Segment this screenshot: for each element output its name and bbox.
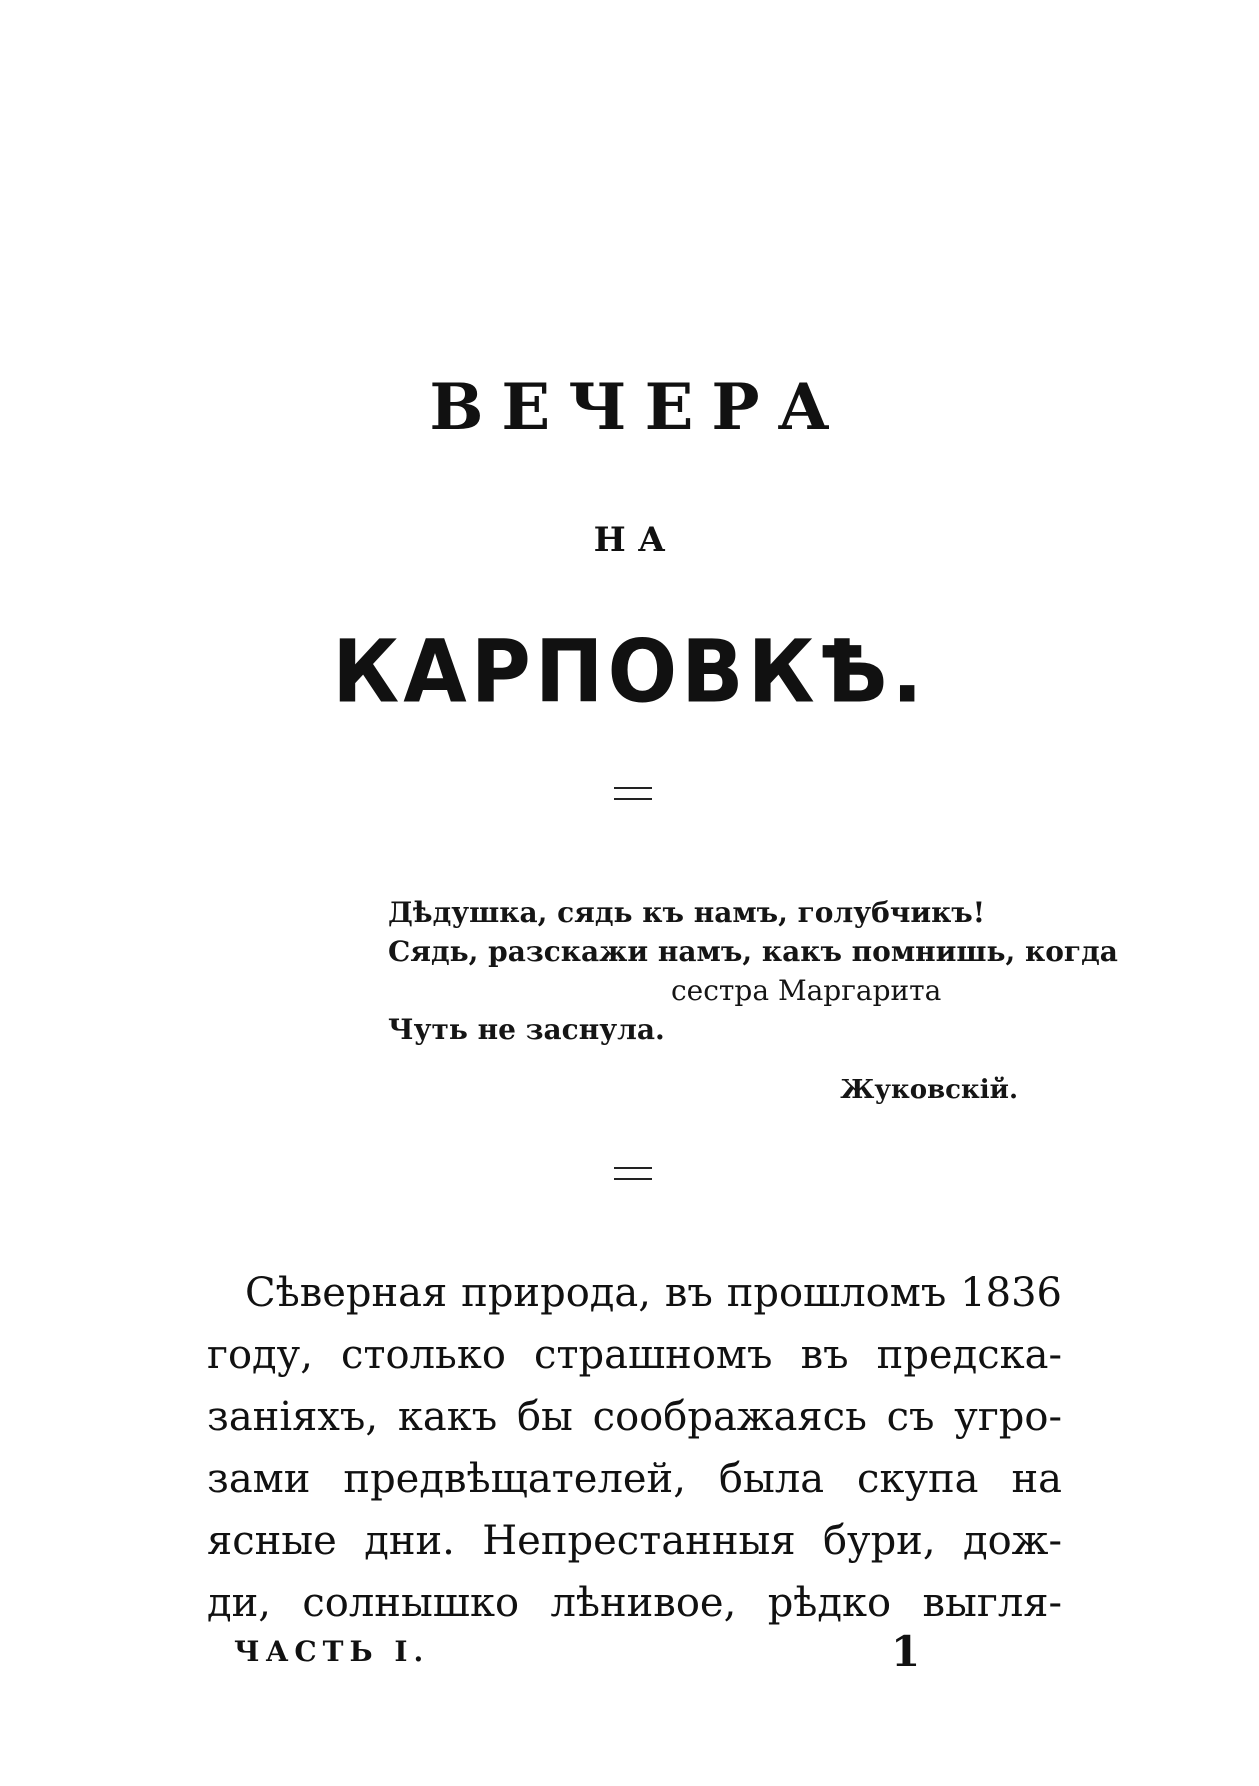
title-line-3: КАРПОВКѢ. xyxy=(332,622,927,723)
title-line-2: НА xyxy=(593,520,678,560)
double-rule-divider xyxy=(614,1167,652,1180)
double-rule-divider xyxy=(614,787,652,800)
epigraph xyxy=(388,893,1118,1110)
epigraph-line: Сядь, разскажи намъ, какъ помнишь, когда xyxy=(388,935,1118,968)
body-line: зами предвѣщателей, была скупа на xyxy=(207,1456,1062,1502)
body-line: году, столько страшномъ въ предска- xyxy=(207,1332,1062,1378)
epigraph-author: Жуковскій. xyxy=(840,1075,1018,1105)
page-number: 1 xyxy=(891,1627,921,1676)
body-line: заніяхъ, какъ бы соображаясь съ угро- xyxy=(207,1394,1062,1440)
title-line-1: ВЕЧЕРА xyxy=(429,370,848,445)
body-line: Сѣверная природа, въ прошломъ 1836 xyxy=(245,1270,1062,1316)
body-line: ди, солнышко лѣнивое, рѣдко выгля- xyxy=(207,1580,1062,1626)
body-line: ясные дни. Непрестанныя бури, дож- xyxy=(207,1518,1062,1564)
body-paragraph xyxy=(207,1262,1062,1634)
epigraph-line: сестра Маргарита xyxy=(671,974,942,1007)
epigraph-line: Дѣдушка, сядь къ намъ, голубчикъ! xyxy=(388,896,986,929)
epigraph-line: Чуть не заснула. xyxy=(388,1013,665,1046)
page-footer xyxy=(0,1627,1259,1677)
signature-mark: ЧАСТЬ I. xyxy=(234,1635,430,1668)
